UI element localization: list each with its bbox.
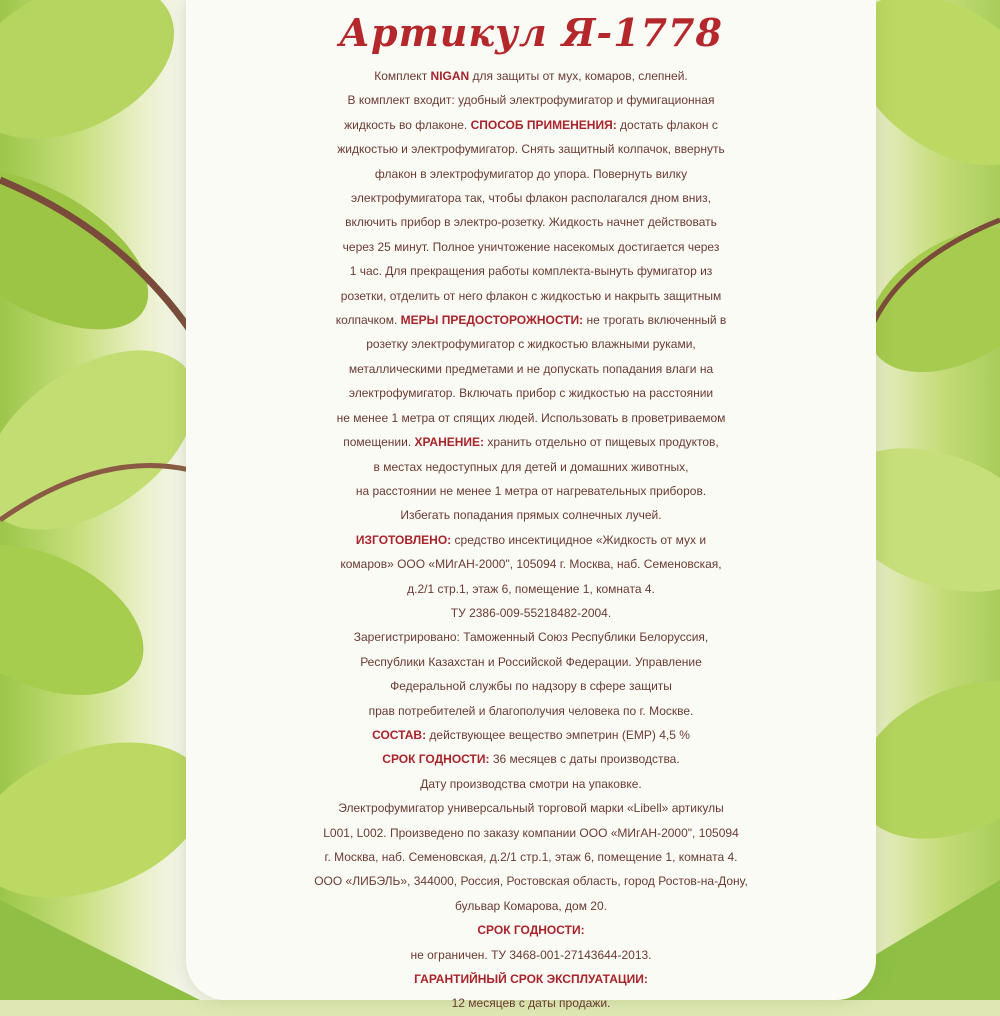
section-heading: ГАРАНТИЙНЫЙ СРОК ЭКСПЛУАТАЦИИ: <box>414 972 648 987</box>
line-text: Электрофумигатор универсальный торговой марки «Libell» артикулы <box>338 801 724 816</box>
line-text: на расстоянии не менее 1 метра от нагревательных приборов. <box>355 483 707 498</box>
text-line <box>190 796 872 820</box>
line-text: металлическими предметами и не допускать попадания влаги на <box>348 361 714 376</box>
line-text: Федеральной службы по надзору в сфере защиты <box>390 679 672 694</box>
line-text: ООО «ЛИБЭЛЬ», 344000, Россия, Ростовская область, город Ростов-на-Дону, <box>314 874 748 889</box>
line-text: г. Москва, наб. Семеновская, д.2/1 стр.1, этаж 6, помещение 1, комната 4. <box>324 850 738 864</box>
line-text: средство инсектицидное «Жидкость от мух и <box>451 532 707 547</box>
text-line <box>190 381 872 405</box>
text-line <box>190 943 872 967</box>
line-text: хранить отдельно от пищевых продуктов, <box>484 435 719 450</box>
line-text: не менее 1 метра от спящих людей. Использовать в проветриваемом <box>336 410 726 425</box>
text-line <box>190 332 872 356</box>
line-text: не ограничен. ТУ 3468-001-27143644-2013. <box>410 947 652 962</box>
text-line <box>190 601 872 625</box>
line-text: 1 час. Для прекращения работы комплекта-вынуть фумигатор из <box>349 264 713 279</box>
text-line <box>190 503 872 527</box>
text-line <box>190 821 872 845</box>
line-text: электрофумигатор. Включать прибор с жидкостью на расстоянии <box>348 386 714 401</box>
section-heading: СРОК ГОДНОСТИ: <box>382 752 490 767</box>
text-line <box>190 88 872 112</box>
section-heading: СПОСОБ ПРИМЕНЕНИЯ: <box>470 117 617 132</box>
line-text: бульвар Комарова, дом 20. <box>455 898 607 913</box>
line-text: L001, L002. Произведено по заказу компании ООО «МИгАН-2000", 105094 <box>323 825 739 840</box>
line-text: ТУ 2386-009-55218482-2004. <box>450 605 612 620</box>
text-line <box>190 967 872 991</box>
text-line <box>190 845 872 869</box>
text-line <box>190 577 872 601</box>
section-heading: ИЗГОТОВЛЕНО: <box>355 532 452 547</box>
text-line <box>190 991 872 1015</box>
text-line <box>190 210 872 234</box>
line-text: для защиты от мух, комаров, слепней. <box>469 69 688 83</box>
text-line <box>190 357 872 381</box>
line-text: колпачком. <box>335 313 401 328</box>
text-line <box>190 186 872 210</box>
line-text: Дату производства смотри на упаковке. <box>420 776 642 791</box>
text-line <box>190 699 872 723</box>
line-text: через 25 минут. Полное уничтожение насекомых достигается через <box>342 239 720 254</box>
article-title: Артикул Я-1778 <box>339 10 723 55</box>
text-line <box>190 64 872 88</box>
text-line <box>190 162 872 186</box>
text-line <box>190 113 872 137</box>
section-heading: ХРАНЕНИЕ: <box>414 435 485 450</box>
instructions-block <box>190 8 872 1016</box>
line-text: электрофумигатора так, чтобы флакон располагался дном вниз, <box>351 191 711 206</box>
line-text: 36 месяцев с даты производства. <box>489 752 680 767</box>
text-line <box>190 894 872 918</box>
text-line <box>190 430 872 454</box>
text-line <box>190 747 872 771</box>
line-text: Зарегистрировано: Таможенный Союз Республики Белоруссия, <box>353 630 709 645</box>
text-line <box>190 235 872 259</box>
line-text: В комплект входит: удобный электрофумигатор и фумигационная <box>347 93 715 108</box>
line-text: Республики Казахстан и Российской Федерации. Управление <box>360 654 702 669</box>
line-text: жидкостью и электрофумигатор. Снять защитный колпачок, ввернуть <box>337 142 725 157</box>
line-text: розетку электрофумигатор с жидкостью влажными руками, <box>366 337 696 352</box>
text-line <box>190 528 872 552</box>
text-line <box>190 137 872 161</box>
line-text: Комплект <box>374 69 431 83</box>
line-text: розетки, отделить от него флакон с жидкостью и накрыть защитным <box>340 288 722 303</box>
text-line <box>190 625 872 649</box>
text-line <box>190 552 872 576</box>
text-line <box>190 479 872 503</box>
line-text: д.2/1 стр.1, этаж 6, помещение 1, комната 4. <box>407 581 655 596</box>
line-text: помещении. <box>343 435 415 450</box>
instructions-text <box>190 64 872 1016</box>
line-text: Избегать попадания прямых солнечных лучей. <box>400 508 662 523</box>
section-heading: СОСТАВ: <box>372 727 427 742</box>
line-text: действующее вещество эмпетрин (EMP) 4,5 % <box>426 727 690 742</box>
text-line <box>190 455 872 479</box>
text-line <box>190 650 872 674</box>
line-text: в местах недоступных для детей и домашних животных, <box>373 459 689 474</box>
line-text: комаров» ООО «МИгАН-2000", 105094 г. Москва, наб. Семеновская, <box>340 557 722 572</box>
text-line <box>190 772 872 796</box>
line-text: флакон в электрофумигатор до упора. Повернуть вилку <box>374 166 688 181</box>
line-text: жидкость во флаконе. <box>344 117 471 132</box>
text-line <box>190 284 872 308</box>
line-text: не трогать включенный в <box>583 313 727 328</box>
section-heading: СРОК ГОДНОСТИ: <box>477 923 585 938</box>
section-heading: NIGAN <box>430 69 470 83</box>
section-heading: МЕРЫ ПРЕДОСТОРОЖНОСТИ: <box>400 313 584 328</box>
text-line <box>190 406 872 430</box>
text-line <box>190 869 872 893</box>
text-line <box>190 259 872 283</box>
line-text: достать флакон с <box>616 117 718 132</box>
text-line <box>190 674 872 698</box>
text-line <box>190 723 872 747</box>
line-text: 12 месяцев с даты продажи. <box>451 996 611 1011</box>
line-text: прав потребителей и благополучия человека по г. Москве. <box>368 703 694 718</box>
text-line <box>190 918 872 942</box>
text-line <box>190 308 872 332</box>
line-text: включить прибор в электро-розетку. Жидкость начнет действовать <box>345 215 717 230</box>
